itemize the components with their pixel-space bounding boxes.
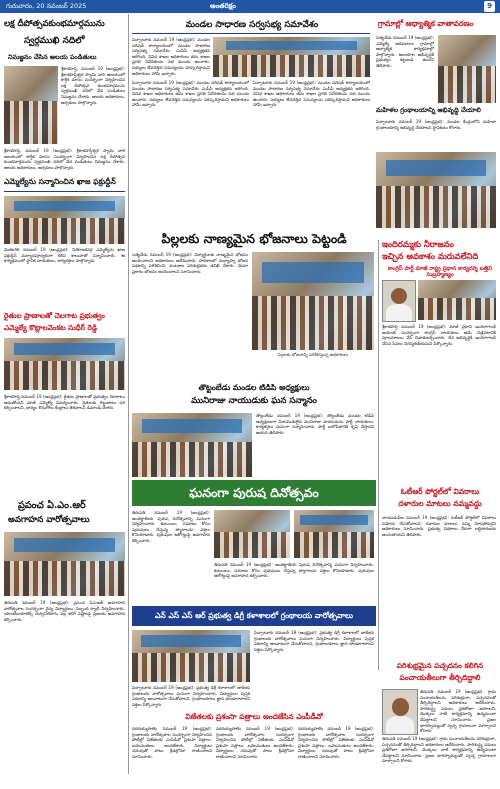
- article-body: నాయుడుపేట నవంబర్ 19 (ఆంధ్రప్రభ): ఓటీఆర్ పోర్టల్‌లో వివరాలు నమోదు చేసుకోవాలని, దళారుల మాటలు నమ్మి మోసపోవద్దని అధికారులు సూచించారు. ప్రభుత్వ పథకాలు నేరుగా లబ్ధిదారులకు అందుతాయని తెలిపారు.: [382, 515, 496, 537]
- article-body: పిచ్చాటూరు నవంబర్ 19 (ఆంధ్రప్రభ): మండల కేంద్రంలోని మహిళా గ్రంథాలయాన్ని అభివృద్ధి చేయాలని స్థానికులు కోరారు.: [376, 119, 496, 130]
- article-photo: [294, 510, 374, 558]
- article-photo: [4, 66, 58, 144]
- portrait-photo: [382, 280, 416, 322]
- article-photo: [132, 630, 250, 682]
- article-body: వెంకటగిరి నవంబర్ 19 (ఆంధ్రప్రభ): నియోజకవర్గ ఎమ్మెల్యేను ఖాజ ఫక్రుద్దీన్ మర్యాదపూర్వకంగా కలిసి శాలువాతో సన్మానించారు. ఈ కార్యక్రమంలో స్థానిక నాయకులు, కార్యకర్తలు పాల్గొన్నారు.: [4, 247, 125, 264]
- article-body-continued: పిచ్చాటూరు నవంబర్ 19 (ఆంధ్రప్రభ): ప్రభుత్వ డిగ్రీ కళాశాలలో జాతీయ గ్రంథాలయ వారోత్సవాలు ఘనంగా నిర్వహించారు. విద్యార్థులు పుస్తక పఠనాన్ని అలవాటుగా చేసుకోవాలని, గ్రంథాలయాలు జ్ఞాన భాండాగారాలని వక్తలు పేర్కొన్నారు.: [132, 685, 250, 707]
- article-headline: స్వర్గముఖి నదిలో: [24, 36, 85, 46]
- article-body-continued: వరదయ్యపాలెం నవంబర్ 19 (ఆంధ్రప్రభ): గ్రంథాలయ వారోత్సవాల సందర్భంగా నిర్వహించిన పోటీల్లో విజేతలకు ఎంపీడీవో ప్రశంసా పత్రాలు, బహుమతులు అందజేశారు. విద్యార్థులు చదువుతో పాటు క్రీడల్లోనూ రాణించాలని సూచించారు.: [216, 726, 294, 759]
- article-headline: తొట్టంబేడు మండల టిడిపి అధ్యక్షులు: [198, 383, 310, 392]
- article-body: తిరుపతి నవంబర్ 19 (ఆంధ్రప్రభ): అంతర్జాతీయ పురుష దినోత్సవాన్ని ఘనంగా నిర్వహించారు. కుటుంబం, సమాజం కోసం పురుషులు చేస్తున్న త్యాగాలను వక్తలు కొనియాడారు. పురుషుల ఆరోగ్యంపై అవగాహన కల్పించారు.: [132, 510, 210, 543]
- article-headline: అవగాహన వారోత్సవాలు: [8, 515, 90, 525]
- issue-date: గురువారం, 20 నవంబర్ 2025: [6, 2, 87, 10]
- article-headline: విజేతలకు ప్రశంసా పత్రాలు అందజేసిన ఎంపీడీవో: [185, 712, 323, 721]
- article-body-continued: వరదయ్యపాలెం నవంబర్ 19 (ఆంధ్రప్రభ): గ్రంథాలయ వారోత్సవాల సందర్భంగా నిర్వహించిన పోటీల్లో విజేతలకు ఎంపీడీవో ప్రశంసా పత్రాలు, బహుమతులు అందజేశారు. విద్యార్థులు చదువుతో పాటు క్రీడల్లోనూ రాణించాలని సూచించారు.: [298, 726, 374, 759]
- page-number: 9: [484, 1, 495, 12]
- article-body: తొట్టంబేడు నవంబర్ 19 (ఆంధ్రప్రభ): తొట్టంబేడు మండల టిడిపి అధ్యక్షులుగా నియమితులైన మునిరాజు నాయుడును పార్టీ నాయకులు, కార్యకర్తలు ఘనంగా సన్మానించారు. పార్టీ బలోపేతానికి కృషి చేస్తానని ఆయన తెలిపారు.: [256, 413, 374, 435]
- portrait-photo: [382, 689, 418, 735]
- newspaper-name: అంతరిక్షం: [210, 2, 236, 10]
- article-banner-headline: ఘనంగా పురుష దినోత్సవం: [132, 480, 376, 506]
- article-photo: [132, 413, 252, 477]
- article-headline: గ్రామాల్లో ఆధ్యాత్మిక వాతావరణం: [378, 19, 474, 28]
- article-photo: [418, 280, 496, 320]
- article-headline: ఎమ్మెల్యేను సన్మానించిన ఖాజ ఫక్రుద్దీన్: [4, 177, 116, 186]
- article-photo: [4, 338, 125, 390]
- article-body-continued: తిరుపతి నవంబర్ 19 (ఆంధ్రప్రభ): అంతర్జాతీయ పురుష దినోత్సవాన్ని ఘనంగా నిర్వహించారు. కుటుంబం, సమాజం కోసం పురుషులు చేస్తున్న త్యాగాలను వక్తలు కొనియాడారు. పురుషుల ఆరోగ్యంపై అవగాహన కల్పించారు.: [214, 562, 374, 579]
- article-headline: రైతుల ప్రాణాలతో చెలగాట ప్రభుత్వం: [4, 311, 105, 320]
- headline-underline: [4, 191, 125, 192]
- article-headline: ఓటీఆర్ పోర్టల్‌లో వివరాలు: [400, 487, 480, 496]
- article-photo: [4, 196, 125, 244]
- article-body: తిరుపతి నవంబర్ 19 (ఆంధ్రప్రభ): ప్రపంచ ఏఎంఆర్ అవగాహన వారోత్సవాల సందర్భంగా వైద్య విద్యార్థులు, సిబ్బంది ర్యాలీ నిర్వహించారు. యాంటీబయాటిక్స్ దుర్వినియోగం వల్ల కలిగే నష్టాలపై ప్రజలకు అవగాహన కల్పించారు.: [4, 600, 125, 622]
- column-divider: [128, 14, 129, 774]
- article-banner-headline: పిల్లలకు నాణ్యమైన భోజనాలు పెట్టండి: [161, 231, 347, 246]
- article-headline: దళారుల మాటలు నమ్మవద్దు: [398, 499, 482, 508]
- article-photo: [4, 532, 125, 596]
- article-body: వరదయ్యపాలెం నవంబర్ 19 (ఆంధ్రప్రభ): గ్రంథాలయ వారోత్సవాల సందర్భంగా నిర్వహించిన పోటీల్లో విజేతలకు ఎంపీడీవో ప్రశంసా పత్రాలు, బహుమతులు అందజేశారు. విద్యార్థులు చదువుతో పాటు క్రీడల్లోనూ రాణించాలని సూచించారు.: [132, 726, 212, 759]
- article-body: పిచ్చాటూరు నవంబర్ 19 (ఆంధ్రప్రభ): మండల పరిషత్ కార్యాలయంలో మండల సాధారణ సర్వసభ్య సమావేశం ఎంపీపీ అధ్యక్షతన జరిగింది. వివిధ శాఖల అధికారులు తమ శాఖల ప్రగతి నివేదికలను సభ ముందు ఉంచారు. సభ్యులు లేవనెత్తిన సమస్యలను పరిష్కరిస్తామని అధికారులు హామీ ఇచ్చారు.: [132, 37, 210, 76]
- article-banner-headline: ఎన్ ఎస్ ఎస్ ఆర్ ప్రభుత్వ డిగ్రీ కళాశాలలో గ్రంథాలయ వారోత్సవాలు: [132, 606, 376, 626]
- article-headline: మునిరాజు నాయుడుకు ఘన సన్మానం: [191, 396, 317, 406]
- article-headline: పంచాయతీలుగా తీర్చిదిద్దాలి: [399, 673, 481, 682]
- article-subhead: కాంగ్రెస్ పార్టీ మాజీ రాష్ట్ర ప్రధాన కార్యదర్శి బత్తిని సుబ్రహ్మణ్యం: [387, 266, 493, 279]
- photo-caption: పిల్లలకు భోజనాన్ని పరిశీలిస్తున్న అధికారులు: [277, 352, 349, 357]
- article-headline: లక్ష దీపోత్సవకుంభమార్గమును: [4, 19, 105, 29]
- column-divider: [378, 240, 379, 670]
- article-headline: ఇచ్చిన అవకాశం మరువలేనిది: [382, 251, 479, 261]
- article-body: సత్యవేడు నవంబర్ 19 (ఆంధ్రప్రభ): ఎమ్మెల్యే ఆదిమూలం గ్రామాల్లో ఆధ్యాత్మిక కార్యక్రమాల్లో పాల్గొన్నారు. ఆలయాల అభివృద్ధికి ప్రభుత్వం కట్టుబడి ఉందని తెలిపారు.: [376, 35, 434, 68]
- article-body: సత్యవేడు నవంబర్ 19 (ఆంధ్రప్రభ): విద్యార్థులకు నాణ్యమైన భోజనం అందించాలని అధికారులు ఆదేశించారు. పాఠశాలలో మధ్యాహ్న భోజన పథకాన్ని పరిశీలించి, వంటశాల పరిశుభ్రతను తనిఖీ చేశారు. మెనూ ప్రకారం భోజనం అందించాలని సూచించారు.: [132, 252, 248, 274]
- article-headline: ఇందిరమ్మకు నీరాజనం: [382, 239, 454, 249]
- article-headline: ఎమ్మెల్యే కొట్లాలవెంకట సుధీర్ రెడ్డి: [4, 323, 98, 332]
- article-photo: [213, 37, 370, 77]
- article-photo: [252, 252, 374, 350]
- page-header-bar: [0, 0, 500, 13]
- article-headline: మహిళల గ్రంథాలయాన్ని అభివృద్ధి చేయాలి: [376, 106, 481, 114]
- article-body-continued: తిరుపతి నవంబర్ 19 (ఆంధ్రప్రభ): గ్రామ పంచాయతీలను పరిశుభ్రంగా, పచ్చదనంతో తీర్చిదిద్దాలని అధికారులు ఆదేశించారు. పారిశుద్ధ్య పనులు ప్రతిరోజూ జరగాలని, మొక్కలు నాటే కార్యక్రమాన్ని ఉద్యమంలా చేపట్టాలని సూచించారు. ప్రజల భాగస్వామ్యంతో స్వచ్ఛ గ్రామాలుగా మార్చాలని కోరారు.: [382, 736, 496, 764]
- article-body-continued: శ్రీకాళహస్తి, నవంబర్ 19 (ఆంధ్రప్రభ): శ్రీకాళహస్తీశ్వర స్వామి వారి ఆలయంలో కార్తీక మాసం సందర్భంగా నిర్వహించిన లక్ష దీపోత్సవ కుంభమార్గమును స్వర్గముఖి నదిలో వేద పండితులు నిమజ్జనం చేశారు. ఆలయ అధికారులు, అర్చకులు పాల్గొన్నారు.: [4, 148, 125, 170]
- article-body: తిరుపతి నవంబర్ 19 (ఆంధ్రప్రభ): గ్రామ పంచాయతీలను పరిశుభ్రంగా, పచ్చదనంతో తీర్చిదిద్దాలని అధికారులు ఆదేశించారు. పారిశుద్ధ్య పనులు ప్రతిరోజూ జరగాలని, మొక్కలు నాటే కార్యక్రమాన్ని ఉద్యమంలా చేపట్టాలని సూచించారు. ప్రజల భాగస్వామ్యంతో స్వచ్ఛ గ్రామాలుగా మార్చాలని కోరారు.: [420, 689, 496, 733]
- article-body: శ్రీకాళహస్తి నవంబర్ 19 (ఆంధ్రప్రభ): మాజీ ప్రధాని ఇందిరాగాంధీ జయంతి సందర్భంగా కాంగ్రెస్ నాయకులు ఆమె చిత్రపటానికి పూలమాలలు వేసి నివాళులర్పించారు. దేశ అభివృద్ధికి ఇందిరాగాంధీ చేసిన సేవలు చిరస్మరణీయమని పేర్కొన్నారు.: [382, 324, 496, 346]
- article-photo: [376, 152, 496, 228]
- article-headline: ప్రపంచ ఏ.ఎం.ఆర్: [18, 500, 86, 511]
- article-photo: [438, 35, 496, 103]
- article-body: శ్రీకాళహస్తి,నవంబర్ 19 (ఆంధ్రప్రభ): రైతుల ప్రాణాలతో ప్రభుత్వం చెలగాటం ఆడుతోందని మాజీ ఎమ్మెల్యే విమర్శించారు. రైతులకు గిట్టుబాటు ధర కల్పించాలని, ధాన్యం కొనుగోలు కేంద్రాలు తెరవాలని డిమాండ్ చేశారు.: [4, 394, 125, 411]
- article-body-continued: పిచ్చాటూరు నవంబర్ 19 (ఆంధ్రప్రభ): మండల పరిషత్ కార్యాలయంలో మండల సాధారణ సర్వసభ్య సమావేశం ఎంపీపీ అధ్యక్షతన జరిగింది. వివిధ శాఖల అధికారులు తమ శాఖల ప్రగతి నివేదికలను సభ ముందు ఉంచారు. సభ్యులు లేవనెత్తిన సమస్యలను పరిష్కరిస్తామని అధికారులు హామీ ఇచ్చారు.: [253, 80, 370, 108]
- article-headline: పరిశుభ్రమైన పచ్చదనం కలిగిన: [396, 661, 484, 670]
- article-body: పిచ్చాటూరు నవంబర్ 19 (ఆంధ్రప్రభ): ప్రభుత్వ డిగ్రీ కళాశాలలో జాతీయ గ్రంథాలయ వారోత్సవాలు ఘనంగా నిర్వహించారు. విద్యార్థులు పుస్తక పఠనాన్ని అలవాటుగా చేసుకోవాలని, గ్రంథాలయాలు జ్ఞాన భాండాగారాలని వక్తలు పేర్కొన్నారు.: [254, 630, 374, 652]
- headline-underline: [132, 33, 370, 34]
- article-subhead: నిమజ్జనం చేసిన అలయ పండితులు: [8, 53, 97, 61]
- article-body-continued: పిచ్చాటూరు నవంబర్ 19 (ఆంధ్రప్రభ): మండల పరిషత్ కార్యాలయంలో మండల సాధారణ సర్వసభ్య సమావేశం ఎంపీపీ అధ్యక్షతన జరిగింది. వివిధ శాఖల అధికారులు తమ శాఖల ప్రగతి నివేదికలను సభ ముందు ఉంచారు. సభ్యులు లేవనెత్తిన సమస్యలను పరిష్కరిస్తామని అధికారులు హామీ ఇచ్చారు.: [132, 80, 249, 108]
- article-body: శ్రీకాళహస్తి, నవంబర్ 19 (ఆంధ్రప్రభ): శ్రీకాళహస్తీశ్వర స్వామి వారి ఆలయంలో కార్తీక మాసం సందర్భంగా నిర్వహించిన లక్ష దీపోత్సవ కుంభమార్గమును స్వర్గముఖి నదిలో వేద పండితులు నిమజ్జనం చేశారు. ఆలయ అధికారులు, అర్చకులు పాల్గొన్నారు.: [61, 66, 125, 105]
- article-photo: [214, 510, 290, 558]
- article-headline: మండల సాధారణ సర్వసభ్య సమావేశం: [185, 20, 319, 30]
